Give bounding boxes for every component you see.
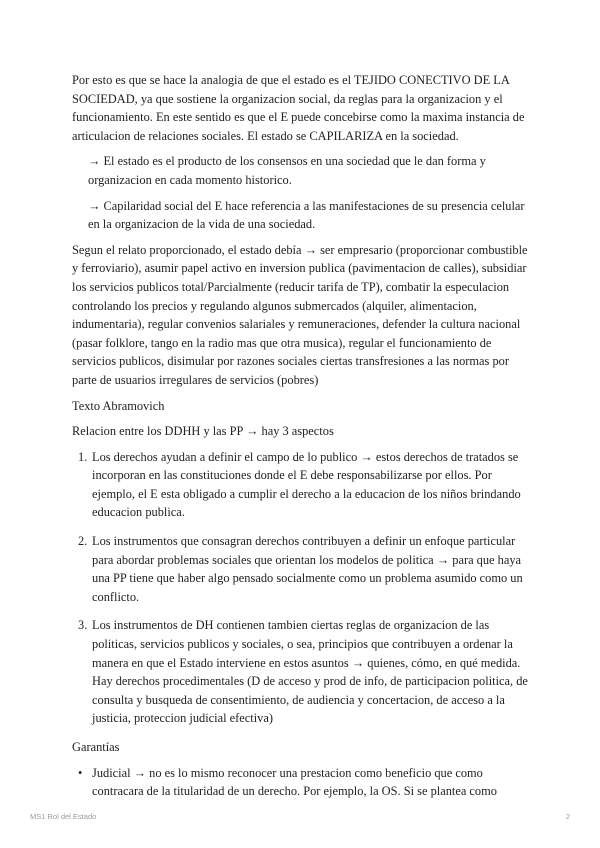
document-body <box>72 71 532 801</box>
bullet-icon: • <box>78 765 83 780</box>
list-item <box>72 448 532 522</box>
list-item <box>72 532 532 606</box>
paragraph-relacion-ddhh-pp: Relacion entre los DDHH y las PP → hay 3 aspectos <box>72 424 334 439</box>
list-item-text: Los instrumentos de DH contienen tambien ciertas reglas de organizacion de las politicas, servicios publicos y sociales, o sea, principios que contribuyen a ordenar la manera en que el Estado interviene en estos asuntos → quienes, cómo, en qué medida. Hay derechos procedimentales (D de acceso y prod de info, de participacion politica, de consulta y busqueda de consentimiento, de audiencia y concertacion, de acceso a la justicia, proteccion judicial efectiva) <box>92 618 528 726</box>
bullet-list-garantias <box>72 764 532 801</box>
arrow-note-capilaridad: → Capilaridad social del E hace referencia a las manifestaciones de su presencia celular en la organizacion de la vida de una sociedad. <box>88 198 525 232</box>
list-number: 3. <box>78 618 88 633</box>
list-item <box>72 616 532 728</box>
list-number: 1. <box>78 449 88 464</box>
paragraph-estado-debia: Segun el relato proporcionado, el estado debía → ser empresario (proporcionar combustible y ferroviario), asumir papel activo en inversion publica (pavimentacion de calles), subsidiar los servicios publicos total/Parcialmente (reducir tarifa de TP), combatir la especulacion controlando los precios y regulando algunos submercados (alquiler, alimentacion, indumentaria), regular convenios salariales y remuneraciones, defender la cultura nacional (pasar folklore, tango en la radio mas que otra musica), regular el funcionamiento de servicios publicos, disimular por razones sociales ciertas transfresiones a las normas por parte de usuarios irregulares de servicios (pobres) <box>72 242 528 387</box>
heading-texto-abramovich: Texto Abramovich <box>72 398 165 413</box>
page-number: 2 <box>565 812 570 821</box>
list-number: 2. <box>78 534 88 549</box>
numbered-list-aspectos <box>72 448 532 728</box>
list-item-text: Los derechos ayudan a definir el campo de lo publico → estos derechos de tratados se incorporan en las constituciones donde el E debe responsabilizarse por ellos. Por ejemplo, el E esta obligado a cumplir el derecho a la educacion de los niños brindando educacion publica. <box>92 449 521 520</box>
list-item-text: Judicial → no es lo mismo reconocer una prestacion como beneficio que como contracara de la titularidad de un derecho. Por ejemplo, la OS. Si se plantea como <box>92 765 497 799</box>
heading-garantias: Garantías <box>72 740 120 754</box>
list-item-text: Los instrumentos que consagran derechos contribuyen a definir un enfoque particular para abordar problemas sociales que orientan los modelos de politica → para que haya una PP tiene que haber algo pensado socialmente como un problema asumido como un conflicto. <box>92 534 523 604</box>
arrow-note-consensos: → El estado es el producto de los consensos en una sociedad que le dan forma y organizacion en cada momento historico. <box>88 154 486 187</box>
list-item <box>72 764 532 801</box>
footer-title: MS1 Rol del Estado <box>30 812 97 821</box>
paragraph-tejido-conectivo: Por esto es que se hace la analogia de que el estado es el TEJIDO CONECTIVO DE LA SOCIEDAD, ya que sostiene la organizacion social, da reglas para la organizacion y el funcionamiento. En este sentido es que el E puede concebirse como la maxima instancia de articulacion de relaciones sociales. El estado se CAPILARIZA en la sociedad. <box>72 73 525 143</box>
